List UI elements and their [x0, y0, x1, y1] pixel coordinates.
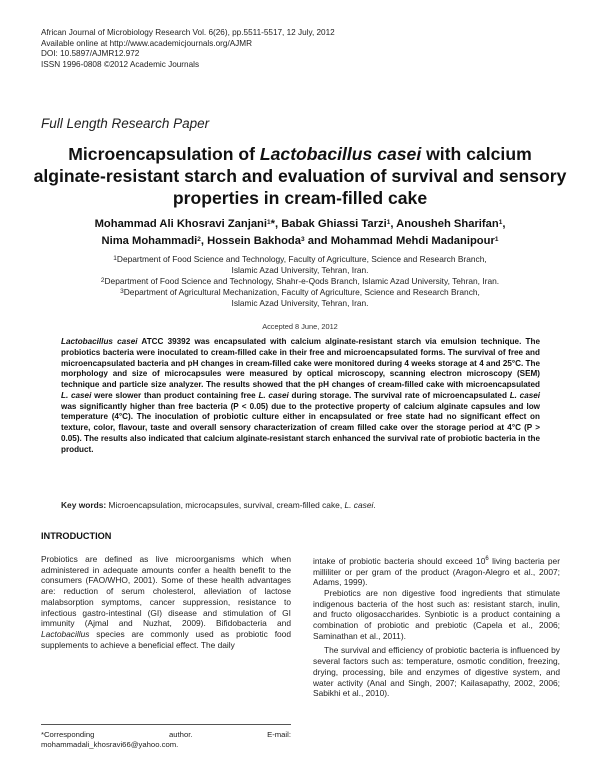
footnote-word: *Corresponding — [41, 730, 95, 739]
abstract-species: L. casei — [61, 390, 92, 400]
affiliations — [60, 254, 540, 309]
keywords-text: Microencapsulation, microcapsules, survival, cream-filled cake, — [106, 500, 345, 510]
title-part-2: with calcium alginate-resistant starch and evaluation of survival and sensory properties in cream-filled cake — [33, 144, 567, 208]
affiliation-line: Department of Food Science and Technology, Shahr-e-Qods Branch, Islamic Azad University, Tehran, Iran. — [104, 276, 500, 286]
paragraph: Prebiotics are non digestive food ingredients that stimulate indigenous bacteria of the host such as: resistant starch, inulin, and fructo oligosaccharides. Synbiotic is a product containing a combination of probiotic and prebiotic (Capela et al., 2006; Saminathan et al., 2011). — [313, 587, 560, 641]
footnote-divider — [41, 724, 291, 725]
title-species: Lactobacillus casei — [259, 144, 422, 164]
footnote-word: author. — [168, 730, 193, 739]
section-heading-introduction: INTRODUCTION — [41, 531, 112, 541]
keywords-end: . — [373, 500, 376, 510]
affiliation-line: Department of Food Science and Technology, Faculty of Agriculture, Science and Research Branch, — [116, 254, 487, 264]
footnote-word: E-mail: — [267, 730, 291, 739]
author-separator: , — [502, 218, 506, 230]
exponent: 6 — [485, 556, 489, 562]
abstract-species: L. casei — [509, 390, 541, 400]
author-name: Mohammad Ali Khosravi Zanjani — [94, 218, 267, 230]
author-name: Nima Mohammadi — [101, 234, 198, 247]
author-separator: and — [304, 234, 331, 247]
abstract — [61, 337, 540, 455]
author-name: Anousheh Sharifan — [396, 218, 499, 230]
author-separator: , — [200, 234, 208, 247]
paragraph-text: Probiotics are defined as live microorganisms which when administered in adequate amounts confer a health benefit to the consumers (FAO/WHO, 2001). Some of these health advantages are: reduction of serum cholesterol, alleviation of lactose malabsorption symptoms, cancer suppression, resistance to infectious gastro-intestinal (GI) disease and stimulation of GI immunity (Ajmal and Nuzhat, 2009). Bifidobacteria and — [41, 554, 291, 629]
title-part-1: Microencapsulation of — [68, 144, 260, 164]
affiliation-number: 1 — [113, 255, 117, 262]
abstract-species: Lactobacillus casei — [61, 337, 138, 346]
author-list — [30, 216, 570, 249]
paragraph-text: species are commonly used as probiotic food supplements to achieve a beneficial effect. The daily — [41, 628, 291, 650]
abstract-text: was significantly higher than free bacteria (P < 0.05) due to the protective property of calcium alginate capsules and low temperature (4°C). The inoculation of probiotic culture either in encapsulated or free state had no significant effect on texture, color, flavour, taste and overall sensory characterization of cream filled cake over the storage period at 4°C (P > 0.05). The results also indicated that calcium alginate-resistant starch enhanced the survival rate of probiotic bacteria in the product. — [61, 401, 540, 454]
keywords-label: Key words: — [61, 500, 107, 510]
paper-type: Full Length Research Paper — [41, 116, 210, 131]
affiliation-number: 2 — [100, 277, 105, 284]
affiliation — [60, 287, 540, 309]
journal-header — [41, 28, 335, 70]
author-separator: , — [390, 218, 397, 230]
affiliation-line: Department of Agricultural Mechanization, Faculty of Agriculture, Science and Research Branch, — [123, 287, 480, 297]
issn: ISSN 1996-0808 ©2012 Academic Journals — [41, 59, 200, 69]
corresponding-author-footnote — [41, 730, 291, 750]
author-affil: 1 — [498, 219, 503, 226]
author-email[interactable]: mohammadali_khosravi66@yahoo.com. — [41, 740, 179, 749]
footnote-line — [41, 730, 291, 740]
keywords — [61, 500, 540, 510]
paper-title — [30, 143, 570, 209]
affiliation — [60, 254, 540, 276]
author-affil: 3 — [301, 235, 305, 243]
journal-url: Available online at http://www.academicjournals.org/AJMR — [41, 38, 253, 48]
body-column-right — [313, 554, 560, 699]
journal-citation: African Journal of Microbiology Research Vol. 6(26), pp.5511-5517, 12 July, 2012 — [41, 28, 335, 37]
author-affil: 1 — [266, 219, 271, 226]
affiliation-number: 3 — [120, 288, 124, 295]
paragraph-text: living bacteria per milliliter or per gram of the product (Aragon-Alegro et al., 2007; Adams, 1999). — [313, 555, 560, 588]
genus-name: Lactobacillus — [41, 628, 90, 639]
accepted-date: Accepted 8 June, 2012 — [262, 322, 338, 331]
author-name: Hossein Bakhoda — [207, 234, 301, 247]
body-column-left — [41, 554, 291, 650]
abstract-text: during storage. The survival rate of microencapsulated — [288, 390, 510, 400]
author-affil: 1 — [386, 219, 391, 226]
affiliation-line: Islamic Azad University, Tehran, Iran. — [231, 298, 369, 308]
paragraph — [313, 554, 560, 588]
author-name: Babak Ghiassi Tarzi — [281, 218, 387, 230]
paragraph: The survival and efficiency of probiotic bacteria is influenced by several factors such as: temperature, osmotic condition, freezing, drying, processing, bile and enzymes of digestive system, and water activity (Anal and Singh, 2007; Kailasapathy, 2002, 2006; Sabikhi et al., 2010). — [313, 645, 560, 699]
abstract-species: L. casei — [258, 390, 289, 400]
affiliation-line: Islamic Azad University, Tehran, Iran. — [231, 265, 369, 275]
author-name: Mohammad Mehdi Madanipour — [330, 234, 495, 247]
keywords-species: L. casei — [344, 500, 374, 510]
paragraph-text: intake of probiotic bacteria should exceed 10 — [313, 555, 486, 566]
doi: DOI: 10.5897/AJMR12.972 — [41, 49, 140, 59]
author-affil: 1 — [494, 235, 499, 243]
paragraph — [41, 554, 291, 650]
author-separator: *, — [270, 218, 282, 230]
abstract-text: were slower than product containing free — [91, 390, 259, 400]
author-affil: 2 — [197, 235, 201, 243]
abstract-text: ATCC 39392 was encapsulated with calcium alginate-resistant starch via emulsion technique. The probiotics bacteria were inoculated to cream-filled cake in their free and microencapsulated forms. The survival of free and microencapsulated bacteria and pH changes in cream-filled cake were monitored during 4 weeks storage at 4 and 25°C. The morphology and size of microcapsules were measured by optical microscopy, scanning electron microscopy (SEM) technique and particle size analyzer. The results showed that the pH changes of cream-filled cake with microencapsulated — [61, 337, 540, 389]
affiliation — [60, 276, 540, 287]
